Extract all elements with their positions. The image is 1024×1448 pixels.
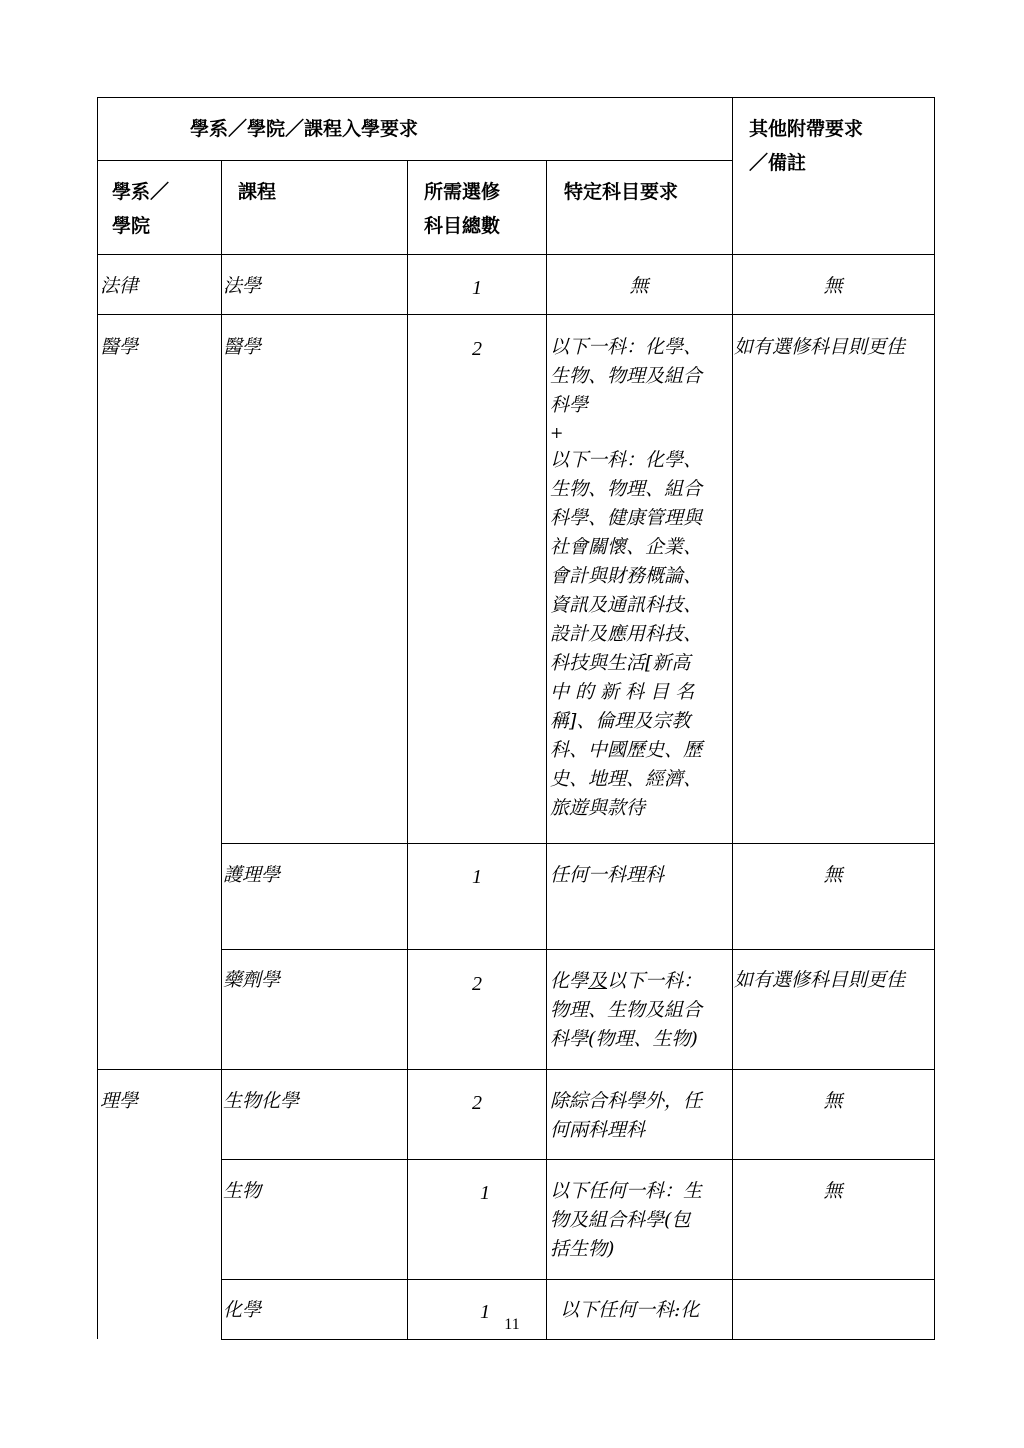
header-count-line1: 所需選修 (424, 181, 501, 203)
requirement-plus: + (550, 423, 564, 442)
course-biology: 生物 (223, 1180, 262, 1202)
requirement-pharmacy (550, 967, 702, 1054)
row-divider-biochem (221, 1159, 935, 1160)
count-chemistry: 1 (480, 1301, 490, 1323)
count-medicine: 2 (472, 338, 482, 360)
requirement-part: 以下一科： (607, 970, 703, 992)
remarks-law: 無 (823, 275, 843, 297)
table-bottom-border (221, 1339, 935, 1340)
table-right-border (934, 97, 935, 1340)
header-other-requirements (749, 112, 863, 180)
requirement-nursing: 任何一科理科 (550, 864, 665, 886)
requirement-line: 何兩科理科 (550, 1119, 646, 1141)
count-pharmacy: 2 (472, 973, 482, 995)
requirement-line: 科、中國歷史、歷 (550, 739, 703, 761)
requirement-line: 社會關懷、企業、 (550, 536, 703, 558)
dept-science: 理學 (100, 1090, 139, 1112)
requirement-underlined-and: 及 (588, 970, 608, 992)
header-subject-count (424, 175, 500, 243)
count-nursing: 1 (472, 866, 482, 888)
requirement-line: 物理、生物及組合 (550, 999, 703, 1021)
remarks-biochemistry: 無 (823, 1090, 843, 1112)
page-number: 11 (504, 1316, 520, 1333)
requirement-line: 科學、健康管理與 (550, 507, 703, 529)
requirement-line: 資訊及通訊科技、 (550, 594, 703, 616)
remarks-nursing: 無 (823, 864, 843, 886)
remarks-biology: 無 (823, 1180, 843, 1202)
row-divider-medicine (221, 843, 935, 844)
row-divider-biology (221, 1279, 935, 1280)
header-dept-college (112, 175, 169, 243)
header-other-line2: ／備註 (749, 152, 807, 174)
count-biochemistry: 2 (472, 1092, 482, 1114)
table-top-border (97, 97, 935, 98)
requirement-line: 生物、物理、組合 (550, 478, 703, 500)
requirement-part: 化學 (550, 970, 589, 992)
requirement-line: 以下一科：化學、 (550, 336, 703, 358)
header-course: 課程 (238, 181, 277, 203)
dept-law: 法律 (100, 275, 139, 297)
header-main-title: 學系／學院／課程入學要求 (190, 118, 419, 140)
row-divider-pharmacy (97, 1069, 935, 1070)
count-biology: 1 (480, 1182, 490, 1204)
requirement-law: 無 (629, 275, 649, 297)
row-divider-law (97, 314, 935, 315)
header-dept-line2: 學院 (112, 215, 151, 237)
course-biochemistry: 生物化學 (223, 1090, 300, 1112)
header-divider (97, 160, 732, 161)
header-bottom-border (97, 254, 935, 255)
count-law: 1 (472, 277, 482, 299)
requirement-line: 會計與財務概論、 (550, 565, 703, 587)
header-count-line2: 科目總數 (424, 215, 501, 237)
course-chemistry: 化學 (223, 1299, 262, 1321)
requirement-line: 旅遊與款待 (550, 797, 646, 819)
requirement-line: 以下任何一科：生 (550, 1180, 703, 1202)
course-medicine: 醫學 (223, 336, 262, 358)
requirement-chemistry: 以下任何一科:化 (560, 1299, 700, 1321)
requirement-biochemistry (550, 1087, 702, 1145)
requirement-line: 物及組合科學(包 (550, 1209, 691, 1231)
requirement-line: 史、地理、經濟、 (550, 768, 703, 790)
col-divider-course (221, 160, 222, 1340)
requirement-line: 除綜合科學外，任 (550, 1090, 703, 1112)
header-specific-requirements: 特定科目要求 (564, 181, 679, 203)
requirement-line: 括生物) (550, 1238, 615, 1260)
remarks-pharmacy: 如有選修科目則更佳 (734, 969, 906, 991)
requirement-line: 以下一科：化學、 (550, 449, 703, 471)
requirement-line: 科技與生活[新高 (550, 652, 691, 674)
remarks-medicine: 如有選修科目則更佳 (734, 336, 906, 358)
requirement-line: 科學 (550, 394, 589, 416)
requirement-line: 生物、物理及組合 (550, 365, 703, 387)
course-law: 法學 (223, 275, 262, 297)
header-other-line1: 其他附帶要求 (749, 118, 864, 140)
requirement-line: 中 的 新 科 目 名 (550, 681, 695, 703)
requirement-line (550, 967, 702, 996)
row-divider-nursing (221, 949, 935, 950)
course-pharmacy: 藥劑學 (223, 969, 281, 991)
requirement-line: 設計及應用科技、 (550, 623, 703, 645)
requirement-line: 稱]、倫理及宗教 (550, 710, 691, 732)
dept-medicine: 醫學 (100, 336, 139, 358)
requirement-line: 科學(物理、生物) (550, 1028, 698, 1050)
header-dept-line1: 學系／ (112, 181, 170, 203)
table-left-border (97, 97, 98, 1339)
requirement-biology (550, 1177, 702, 1264)
course-nursing: 護理學 (223, 864, 281, 886)
requirement-medicine (550, 333, 702, 823)
